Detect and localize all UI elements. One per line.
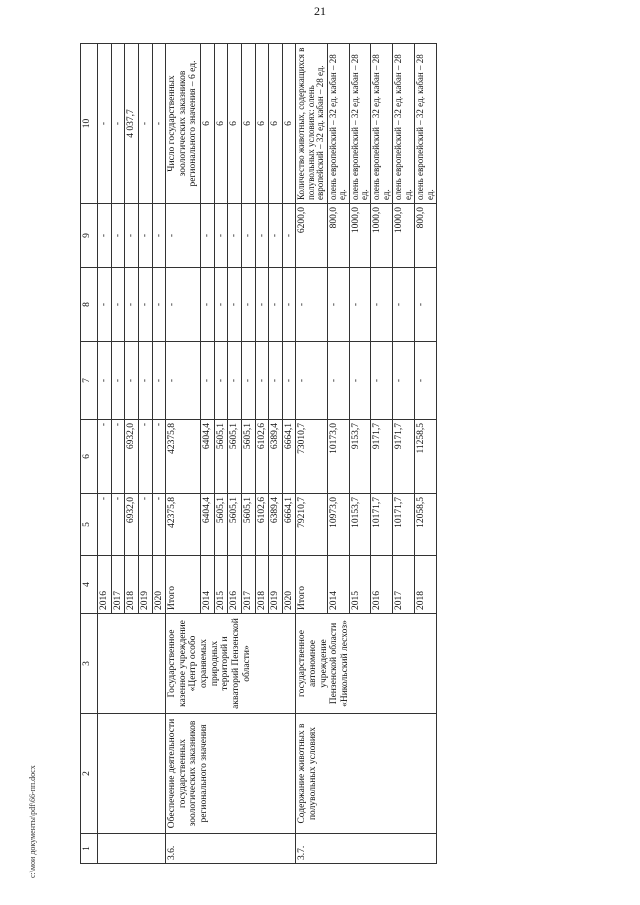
local-budget-cell: - [125, 268, 139, 342]
total-funding-cell: 5605,1 [214, 494, 228, 556]
other-sources-cell: - [152, 204, 166, 268]
local-budget-cell: - [296, 268, 327, 342]
year-cell: 2018 [415, 556, 437, 614]
other-sources-cell: - [228, 204, 242, 268]
total-funding-cell: 6664,1 [282, 494, 296, 556]
regional-budget-cell: 6389,4 [269, 420, 283, 494]
other-sources-cell: - [269, 204, 283, 268]
regional-budget-cell: 42375,8 [166, 420, 201, 494]
local-budget-cell: - [349, 268, 371, 342]
local-budget-cell: - [282, 268, 296, 342]
table-row [296, 44, 327, 864]
federal-budget-cell: - [214, 342, 228, 420]
other-sources-cell: - [255, 204, 269, 268]
total-funding-cell: 42375,8 [166, 494, 201, 556]
total-funding-cell: - [98, 494, 112, 556]
measure-name-cell [98, 714, 166, 834]
local-budget-cell: - [327, 268, 349, 342]
other-sources-cell: - [98, 204, 112, 268]
col-header: 6 [81, 420, 98, 494]
col-header: 7 [81, 342, 98, 420]
measure-name-cell: Обеспечение деятельности государственных зоологических заказников регионального значения [166, 714, 296, 834]
header-row [81, 44, 98, 864]
year-cell: 2019 [269, 556, 283, 614]
year-cell: Итого [296, 556, 327, 614]
local-budget-cell: - [166, 268, 201, 342]
local-budget-cell: - [111, 268, 125, 342]
federal-budget-cell: - [201, 342, 215, 420]
col-header: 1 [81, 834, 98, 864]
regional-budget-cell: 5605,1 [241, 420, 255, 494]
total-funding-cell: 6932,0 [125, 494, 139, 556]
indicator-cell: Число государственных зоологических заказников регионального значения – 6 ед. [166, 44, 201, 204]
federal-budget-cell: - [98, 342, 112, 420]
regional-budget-cell: 10173,0 [327, 420, 349, 494]
local-budget-cell: - [393, 268, 415, 342]
regional-budget-cell: 5605,1 [214, 420, 228, 494]
indicator-cell: олень европейский – 32 ед. кабан – 28 ед. [393, 44, 415, 204]
regional-budget-cell: 9153,7 [349, 420, 371, 494]
executor-cell: государственное автономное учреждение Пензенской области «Никольский лесхоз» [296, 614, 437, 714]
regional-budget-cell: 6102,6 [255, 420, 269, 494]
total-funding-cell: 10171,7 [371, 494, 393, 556]
federal-budget-cell: - [282, 342, 296, 420]
local-budget-cell: - [201, 268, 215, 342]
year-cell: 2018 [255, 556, 269, 614]
local-budget-cell: - [228, 268, 242, 342]
regional-budget-cell: 6932,0 [125, 420, 139, 494]
other-sources-cell: - [166, 204, 201, 268]
other-sources-cell: 1000,0 [393, 204, 415, 268]
year-cell: 2020 [282, 556, 296, 614]
local-budget-cell: - [152, 268, 166, 342]
indicator-cell: олень европейский – 32 ед. кабан – 28 ед. [349, 44, 371, 204]
regional-budget-cell: - [111, 420, 125, 494]
year-cell: 2016 [228, 556, 242, 614]
indicator-cell: - [138, 44, 152, 204]
other-sources-cell: - [282, 204, 296, 268]
other-sources-cell: - [201, 204, 215, 268]
total-funding-cell: 10171,7 [393, 494, 415, 556]
indicator-cell: - [152, 44, 166, 204]
federal-budget-cell: - [166, 342, 201, 420]
federal-budget-cell: - [327, 342, 349, 420]
federal-budget-cell: - [296, 342, 327, 420]
federal-budget-cell: - [125, 342, 139, 420]
table-row [98, 44, 112, 864]
local-budget-cell: - [214, 268, 228, 342]
total-funding-cell: 79210,7 [296, 494, 327, 556]
total-funding-cell: 12058,5 [415, 494, 437, 556]
indicator-cell: олень европейский – 32 ед. кабан – 28 ед. [415, 44, 437, 204]
executor-cell [98, 614, 166, 714]
federal-budget-cell: - [138, 342, 152, 420]
indicator-cell: 6 [255, 44, 269, 204]
indicator-cell: олень европейский – 32 ед. кабан – 28 ед. [327, 44, 349, 204]
col-header: 2 [81, 714, 98, 834]
year-cell: 2015 [349, 556, 371, 614]
total-funding-cell: 10973,0 [327, 494, 349, 556]
year-cell: 2019 [138, 556, 152, 614]
col-header: 5 [81, 494, 98, 556]
indicator-cell: 6 [269, 44, 283, 204]
federal-budget-cell: - [349, 342, 371, 420]
total-funding-cell: 10153,7 [349, 494, 371, 556]
table-body [81, 44, 437, 864]
local-budget-cell: - [241, 268, 255, 342]
year-cell: Итого [166, 556, 201, 614]
regional-budget-cell: 73010,7 [296, 420, 327, 494]
indicator-cell: олень европейский – 32 ед. кабан – 28 ед. [371, 44, 393, 204]
federal-budget-cell: - [393, 342, 415, 420]
regional-budget-cell: 9171,7 [371, 420, 393, 494]
other-sources-cell: 1000,0 [371, 204, 393, 268]
col-header: 4 [81, 556, 98, 614]
footer-file-path: c:\мои документы\pdf\66-пп.docx [28, 765, 37, 878]
federal-budget-cell: - [269, 342, 283, 420]
other-sources-cell: 800,0 [327, 204, 349, 268]
regional-budget-cell: - [98, 420, 112, 494]
total-funding-cell: 6389,4 [269, 494, 283, 556]
regional-budget-cell: 11258,5 [415, 420, 437, 494]
local-budget-cell: - [138, 268, 152, 342]
year-cell: 2017 [393, 556, 415, 614]
year-cell: 2020 [152, 556, 166, 614]
measure-name-cell: Содержание животных в полувольных условиях [296, 714, 437, 834]
indicator-cell: Количество животных, содержащихся в полувольных условиях: олень европейский – 32 ед. кабан – 28 ед. [296, 44, 327, 204]
year-cell: 2014 [327, 556, 349, 614]
year-cell: 2016 [371, 556, 393, 614]
total-funding-cell: 5605,1 [228, 494, 242, 556]
other-sources-cell: - [241, 204, 255, 268]
regional-budget-cell: 5605,1 [228, 420, 242, 494]
local-budget-cell: - [98, 268, 112, 342]
other-sources-cell: 1000,0 [349, 204, 371, 268]
federal-budget-cell: - [415, 342, 437, 420]
program-table [80, 43, 437, 864]
indicator-cell: 6 [214, 44, 228, 204]
other-sources-cell: 800,0 [415, 204, 437, 268]
other-sources-cell: - [214, 204, 228, 268]
other-sources-cell: - [111, 204, 125, 268]
num-cell: 3.7. [296, 834, 437, 864]
col-header: 9 [81, 204, 98, 268]
indicator-cell: 6 [201, 44, 215, 204]
local-budget-cell: - [415, 268, 437, 342]
federal-budget-cell: - [228, 342, 242, 420]
executor-cell: Государственное казенное учреждение «Центр особо охраняемых природных территорий и акваторий Пензенской области» [166, 614, 296, 714]
year-cell: 2015 [214, 556, 228, 614]
regional-budget-cell: 6664,1 [282, 420, 296, 494]
year-cell: 2016 [98, 556, 112, 614]
indicator-cell: 6 [282, 44, 296, 204]
indicator-cell: 6 [241, 44, 255, 204]
total-funding-cell: - [111, 494, 125, 556]
regional-budget-cell: 9171,7 [393, 420, 415, 494]
year-cell: 2017 [111, 556, 125, 614]
table-row [166, 44, 201, 864]
indicator-cell: - [111, 44, 125, 204]
other-sources-cell: - [138, 204, 152, 268]
indicator-cell: 6 [228, 44, 242, 204]
year-cell: 2018 [125, 556, 139, 614]
num-cell [98, 834, 166, 864]
total-funding-cell: - [138, 494, 152, 556]
page-number: 21 [314, 4, 326, 18]
regional-budget-cell: - [138, 420, 152, 494]
federal-budget-cell: - [241, 342, 255, 420]
total-funding-cell: 5605,1 [241, 494, 255, 556]
local-budget-cell: - [255, 268, 269, 342]
col-header: 10 [81, 44, 98, 204]
regional-budget-cell: - [152, 420, 166, 494]
total-funding-cell: - [152, 494, 166, 556]
year-cell: 2017 [241, 556, 255, 614]
local-budget-cell: - [269, 268, 283, 342]
regional-budget-cell: 6404,4 [201, 420, 215, 494]
federal-budget-cell: - [255, 342, 269, 420]
local-budget-cell: - [371, 268, 393, 342]
federal-budget-cell: - [111, 342, 125, 420]
col-header: 8 [81, 268, 98, 342]
total-funding-cell: 6404,4 [201, 494, 215, 556]
year-cell: 2014 [201, 556, 215, 614]
other-sources-cell: - [125, 204, 139, 268]
total-funding-cell: 6102,6 [255, 494, 269, 556]
federal-budget-cell: - [152, 342, 166, 420]
federal-budget-cell: - [371, 342, 393, 420]
indicator-cell: - [98, 44, 112, 204]
rotated-table-wrapper [80, 44, 608, 864]
col-header: 3 [81, 614, 98, 714]
other-sources-cell: 6200,0 [296, 204, 327, 268]
indicator-cell: 4 037,7 [125, 44, 139, 204]
num-cell: 3.6. [166, 834, 296, 864]
